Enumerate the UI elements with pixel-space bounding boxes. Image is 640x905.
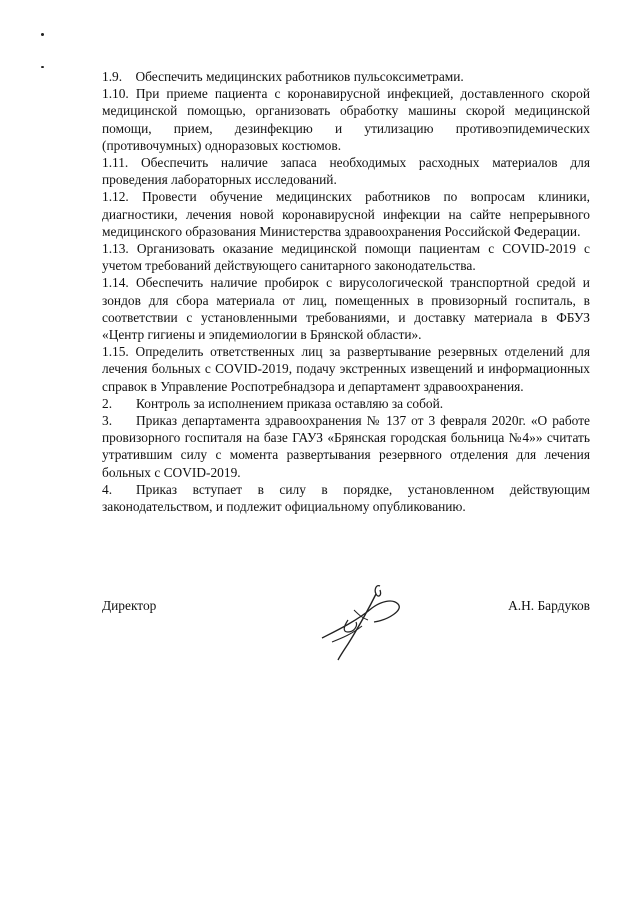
paragraph-1-10	[102, 85, 590, 154]
paragraph-number: 1.13.	[102, 241, 129, 257]
paragraph-text: Определить ответственных лиц за развертывание резервных отделений для лечения больных с COVID-2019, подачу экстренных извещений и информационных справок в Управление Роспотребнадзора и департамент здравоохранения.	[102, 344, 590, 394]
paragraph-number: 1.11.	[102, 155, 129, 171]
paragraph-number: 2.	[102, 395, 113, 411]
paragraph-3	[102, 412, 590, 481]
paragraph-text: Обеспечить наличие запаса необходимых расходных материалов для проведения лабораторных исследований.	[102, 155, 590, 188]
paragraph-text: Приказ вступает в силу в порядке, установленном действующим законодательством, и подлежит официальному опубликованию.	[102, 481, 590, 515]
scan-speck	[41, 66, 44, 68]
paragraph-1-13	[102, 240, 590, 274]
paragraph-text: Контроль за исполнением приказа оставляю за собой.	[136, 395, 444, 411]
signatory-title: Директор	[102, 598, 157, 613]
paragraph-number: 1.14.	[102, 275, 129, 291]
scan-speck	[41, 33, 44, 36]
paragraph-1-11	[102, 154, 590, 188]
paragraph-number: 4.	[102, 481, 113, 497]
paragraph-text: Обеспечить наличие пробирок с вирусологической транспортной средой и зондов для сбора материала от лиц, помещенных в провизорный госпиталь, в соответствии с установленными требованиями, и доставку материала в ФБУЗ «Центр гигиены и эпидемиологии в Брянской области».	[102, 275, 590, 343]
signatory-name: А.Н. Бардуков	[508, 598, 590, 613]
paragraph-text: Провести обучение медицинских работников по вопросам клиники, диагностики, лечения новой коронавирусной инфекции на сайте непрерывного медицинского образования Министерства здравоохранения Российской Федерации.	[102, 189, 590, 239]
paragraph-text: Обеспечить медицинских работников пульсоксиметрами.	[135, 69, 464, 84]
paragraph-2	[102, 395, 590, 412]
paragraph-number: 1.15.	[102, 344, 129, 360]
paragraph-1-15	[102, 343, 590, 395]
paragraph-1-14	[102, 274, 590, 343]
paragraph-text: Организовать оказание медицинской помощи пациентам с COVID-2019 с учетом требований действующего санитарного законодательства.	[102, 241, 590, 274]
paragraph-1-12	[102, 188, 590, 240]
paragraph-number: 1.12.	[102, 189, 129, 205]
paragraph-4	[102, 481, 590, 515]
handwritten-signature	[318, 580, 408, 664]
paragraph-number: 3.	[102, 413, 113, 429]
paragraph-text: Приказ департамента здравоохранения № 137 от 3 февраля 2020г. «О работе провизорного госпиталя на базе ГАУЗ «Брянская городская больница №4»» считать утратившим силу с момента развертывания резервного отделения для лечения больных с COVID-2019.	[102, 413, 590, 480]
paragraph-number: 1.10.	[102, 86, 129, 102]
paragraph-1-9	[102, 68, 590, 85]
paragraph-text: При приеме пациента с коронавирусной инфекцией, доставленного скорой медицинской помощью, организовать обработку машины скорой медицинской помощи, прием, дезинфекцию и утилизацию противоэпидемических (противочумных) одноразовых костюмов.	[102, 86, 590, 153]
order-text	[102, 68, 590, 515]
paragraph-number: 1.9.	[102, 69, 123, 84]
